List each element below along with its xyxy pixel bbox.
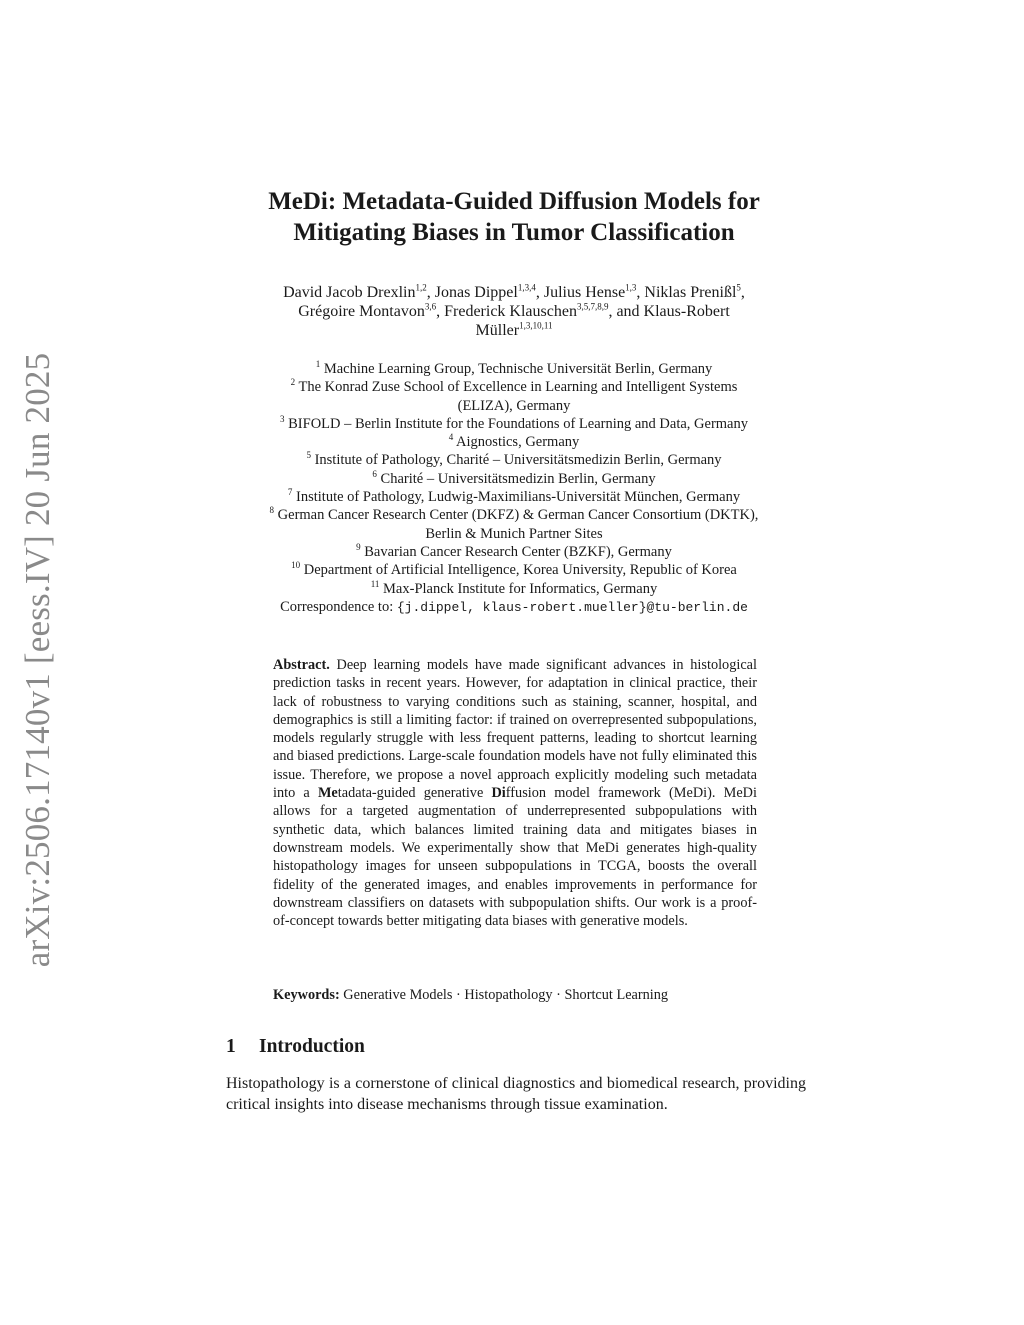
author-name: Frederick Klauschen <box>444 303 577 320</box>
affiliation-number: 3 <box>280 414 285 425</box>
arxiv-identifier: arXiv:2506.17140v1 [eess.IV] 20 Jun 2025 <box>18 352 57 968</box>
author-affil-sup: 1,3,10,11 <box>519 320 553 331</box>
abstract-text: tadata-guided generative <box>337 785 492 802</box>
author-name: David Jacob Drexlin <box>283 284 416 301</box>
arxiv-sidebar <box>8 352 68 968</box>
affiliation-text: Institute of Pathology, Ludwig-Maximilians-Universität München, Germany <box>296 489 741 506</box>
affiliation-text: Charité – Universitätsmedizin Berlin, Germany <box>380 470 656 487</box>
title-line: Mitigating Biases in Tumor Classification <box>293 219 735 246</box>
affiliation <box>190 397 838 415</box>
affiliation <box>190 470 838 488</box>
affiliation-text: Berlin & Munich Partner Sites <box>425 525 603 542</box>
correspondence-label: Correspondence to: <box>280 598 397 615</box>
affiliation <box>190 415 838 433</box>
affiliation-number: 4 <box>448 432 454 443</box>
author-affil-sup: 1,3,4 <box>517 282 536 293</box>
abstract-bold-di: Di <box>491 785 506 802</box>
author-affil-sup: 3,5,7,8,9 <box>576 301 609 312</box>
intro-paragraph: Histopathology is a cornerstone of clinical diagnostics and biomedical research, providing critical insights into disease mechanisms through tissue examination. <box>226 1075 806 1113</box>
affiliation-number: 2 <box>290 377 296 388</box>
abstract <box>273 656 757 930</box>
author-sep: , <box>535 284 544 301</box>
affiliation-text: Max-Planck Institute for Informatics, Germany <box>383 580 658 597</box>
author-sep: , and Klaus-Robert <box>608 303 730 320</box>
affiliation-number: 8 <box>269 505 275 516</box>
section-title: Introduction <box>259 1036 365 1057</box>
affiliation-number: 1 <box>315 359 321 370</box>
affiliation <box>190 543 838 561</box>
abstract-bold-me: Me <box>317 785 338 802</box>
affiliation <box>190 506 838 524</box>
affiliation-number: 6 <box>372 468 377 479</box>
abstract-text: Deep learning models have made significant advances in histological prediction tasks in recent years. However, for adaptation in clinical practice, their lack of robustness to varying conditions such as staining, scanner, hospital, and demographics is still a limiting factor: if trained on overrepresented subpopulations, models regularly struggle with less frequent patterns, leading to shortcut learning and biased predictions. Large-scale foundation models have not fully eliminated this issue. Therefore, we propose a novel approach explicitly modeling such metadata into a <box>273 657 757 802</box>
author-line <box>210 302 818 321</box>
affiliation <box>190 488 838 506</box>
affiliation <box>190 451 838 469</box>
affiliation-list <box>190 360 838 617</box>
keywords-text: Generative Models · Histopathology · Shortcut Learning <box>339 987 669 1003</box>
author-line <box>210 321 818 340</box>
affiliation-number: 5 <box>306 450 311 461</box>
author-name: Niklas Prenißl <box>644 284 737 301</box>
affiliation-text: German Cancer Research Center (DKFZ) & German Cancer Consortium (DKTK), <box>277 507 759 524</box>
section-heading <box>226 1036 365 1058</box>
abstract-label: Abstract. <box>273 657 330 673</box>
author-name: Jonas Dippel <box>434 284 518 301</box>
affiliation-text: Bavarian Cancer Research Center (BZKF), Germany <box>364 543 672 560</box>
affiliation-text: BIFOLD – Berlin Institute for the Foundations of Learning and Data, Germany <box>288 415 748 432</box>
affiliation <box>190 525 838 543</box>
author-affil-sup: 5 <box>736 282 741 293</box>
author-list <box>210 283 818 340</box>
affiliation-text: (ELIZA), Germany <box>457 397 571 414</box>
paper-title <box>180 186 848 248</box>
author-name: Julius Hense <box>543 284 626 301</box>
title-line: MeDi: Metadata-Guided Diffusion Models for <box>268 188 760 215</box>
affiliation-text: The Konrad Zuse School of Excellence in Learning and Intelligent Systems <box>298 379 738 396</box>
affiliation-number: 10 <box>291 560 301 571</box>
affiliation-number: 9 <box>356 542 361 553</box>
author-name: Grégoire Montavon <box>298 303 425 320</box>
author-line <box>210 283 818 302</box>
keywords <box>273 986 773 1004</box>
affiliation-text: Aignostics, Germany <box>456 434 580 451</box>
correspondence-emails[interactable]: {j.dippel, klaus-robert.mueller}@tu-berlin.de <box>396 599 748 615</box>
affiliation <box>190 561 838 579</box>
keywords-label: Keywords: <box>273 987 340 1003</box>
author-sep: , <box>636 284 645 301</box>
author-affil-sup: 1,3 <box>625 282 637 293</box>
affiliation <box>190 378 838 396</box>
affiliation <box>190 580 838 598</box>
section-number: 1 <box>226 1036 236 1057</box>
affiliation <box>190 433 838 451</box>
affiliation <box>190 360 838 378</box>
author-sep: , <box>740 284 745 301</box>
correspondence <box>190 598 838 617</box>
affiliation-number: 11 <box>370 578 380 589</box>
author-sep: , <box>436 303 445 320</box>
author-name: Müller <box>475 322 520 339</box>
affiliation-text: Institute of Pathology, Charité – Universitätsmedizin Berlin, Germany <box>314 452 722 469</box>
affiliation-number: 7 <box>287 487 293 498</box>
affiliation-text: Machine Learning Group, Technische Universität Berlin, Germany <box>323 361 713 377</box>
author-sep: , <box>426 284 435 301</box>
affiliation-text: Department of Artificial Intelligence, Korea University, Republic of Korea <box>303 562 737 579</box>
abstract-paragraph <box>273 656 757 930</box>
author-affil-sup: 1,2 <box>415 282 427 293</box>
abstract-text: ffusion model framework (MeDi). MeDi allows for a targeted augmentation of underrepresented subpopulations with synthetic data, which balances limited training data and mitigates biases in downstream models. We experimentally show that MeDi generates high-quality histopathology images for unseen subpopulations in TCGA, boosts the overall fidelity of the generated images, and enables improvements in performance for downstream classifiers on datasets with subpopulation shifts. Our work is a proof-of-concept towards better mitigating data biases with generative models. <box>273 785 757 930</box>
author-affil-sup: 3,6 <box>424 301 437 312</box>
